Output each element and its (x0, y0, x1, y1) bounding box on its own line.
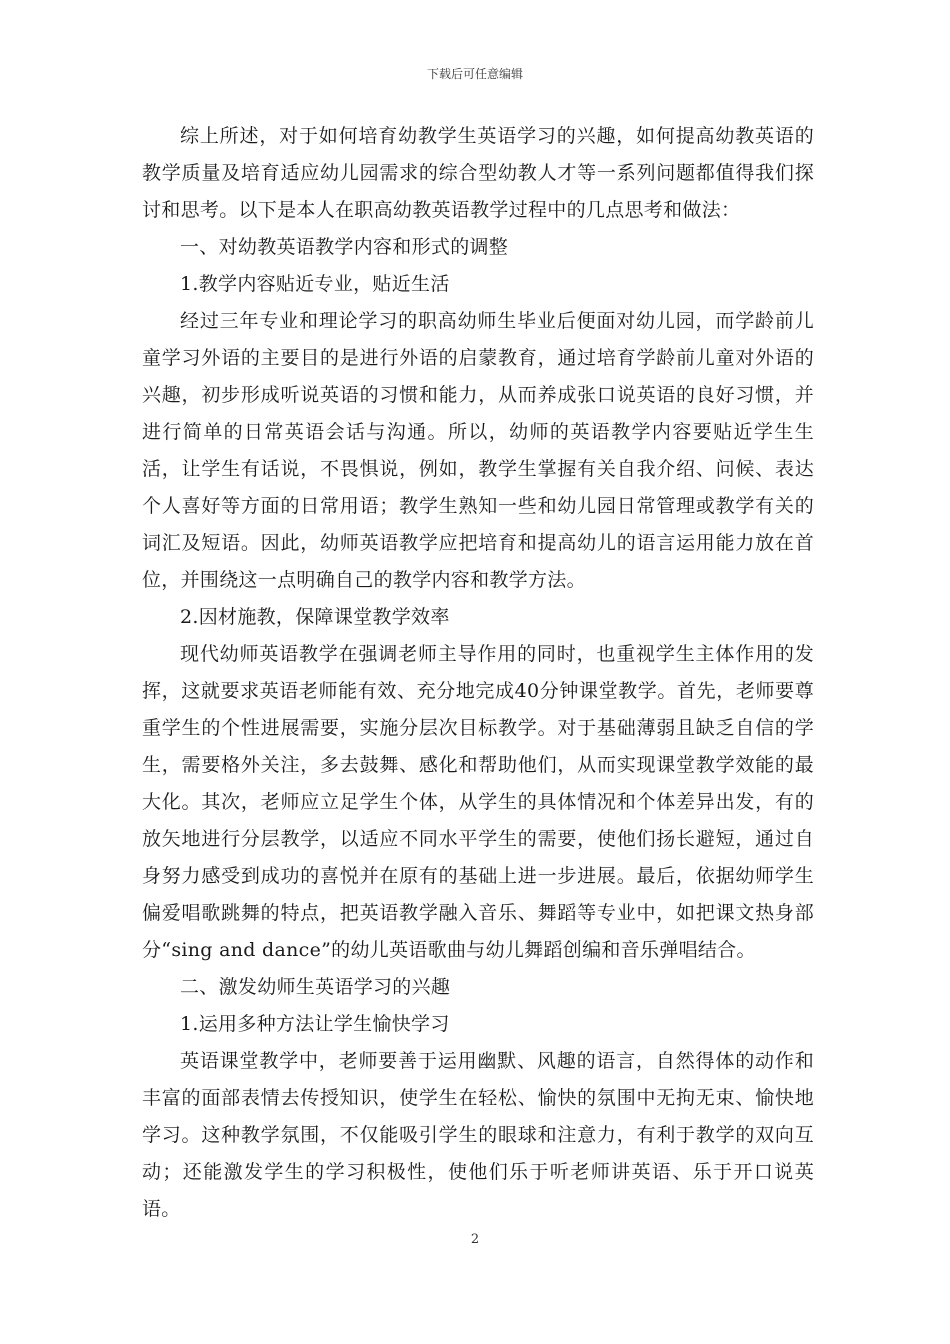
paragraph-content-2-1: 英语课堂教学中，老师要善于运用幽默、风趣的语言，自然得体的动作和丰富的面部表情去传授知识，使学生在轻松、愉快的氛围中无拘无束、愉快地学习。这种教学氛围，不仅能吸引学生的眼球和注意力，有利于教学的双向互动；还能激发学生的学习积极性，使他们乐于听老师讲英语、乐于开口说英语。 (142, 1050, 814, 1220)
document-body (142, 118, 814, 1228)
paragraph-summary: 综上所述，对于如何培育幼教学生英语学习的兴趣，如何提高幼教英语的教学质量及培育适应幼儿园需求的综合型幼教人才等一系列问题都值得我们探讨和思考。以下是本人在职高幼教英语教学过程中的几点思考和做法： (142, 125, 814, 221)
subsection-heading-1-2: 2.因材施教，保障课堂教学效率 (180, 606, 450, 628)
section-heading-1: 一、对幼教英语教学内容和形式的调整 (180, 236, 509, 258)
page-header: 下载后可任意编辑 (426, 67, 523, 81)
section-heading-2: 二、激发幼师生英语学习的兴趣 (180, 976, 451, 998)
paragraph-content-1-1: 经过三年专业和理论学习的职高幼师生毕业后便面对幼儿园，而学龄前儿童学习外语的主要目的是进行外语的启蒙教育，通过培育学龄前儿童对外语的兴趣，初步形成听说英语的习惯和能力，从而养成张口说英语的良好习惯，并进行简单的日常英语会话与沟通。所以，幼师的英语教学内容要贴近学生生活，让学生有话说，不畏惧说，例如，教学生掌握有关自我介绍、问候、表达个人喜好等方面的日常用语；教学生熟知一些和幼儿园日常管理或教学有关的词汇及短语。因此，幼师英语教学应把培育和提高幼儿的语言运用能力放在首位，并围绕这一点明确自己的教学内容和教学方法。 (142, 310, 814, 591)
subsection-heading-1-1: 1.教学内容贴近专业，贴近生活 (180, 273, 450, 295)
subsection-heading-2-1: 1.运用多种方法让学生愉快学习 (180, 1013, 450, 1035)
page-number: 2 (470, 1232, 480, 1247)
paragraph-content-1-2: 现代幼师英语教学在强调老师主导作用的同时，也重视学生主体作用的发挥，这就要求英语老师能有效、充分地完成40分钟课堂教学。首先，老师要尊重学生的个性进展需要，实施分层次目标教学。对于基础薄弱且缺乏自信的学生，需要格外关注，多去鼓舞、感化和帮助他们，从而实现课堂教学效能的最大化。其次，老师应立足学生个体，从学生的具体情况和个体差异出发，有的放矢地进行分层教学，以适应不同水平学生的需要，使他们扬长避短，通过自身努力感受到成功的喜悦并在原有的基础上进一步进展。最后，依据幼师学生偏爱唱歌跳舞的特点，把英语教学融入音乐、舞蹈等专业中，如把课文热身部分“sing and dance”的幼儿英语歌曲与幼儿舞蹈创编和音乐弹唱结合。 (142, 643, 814, 961)
